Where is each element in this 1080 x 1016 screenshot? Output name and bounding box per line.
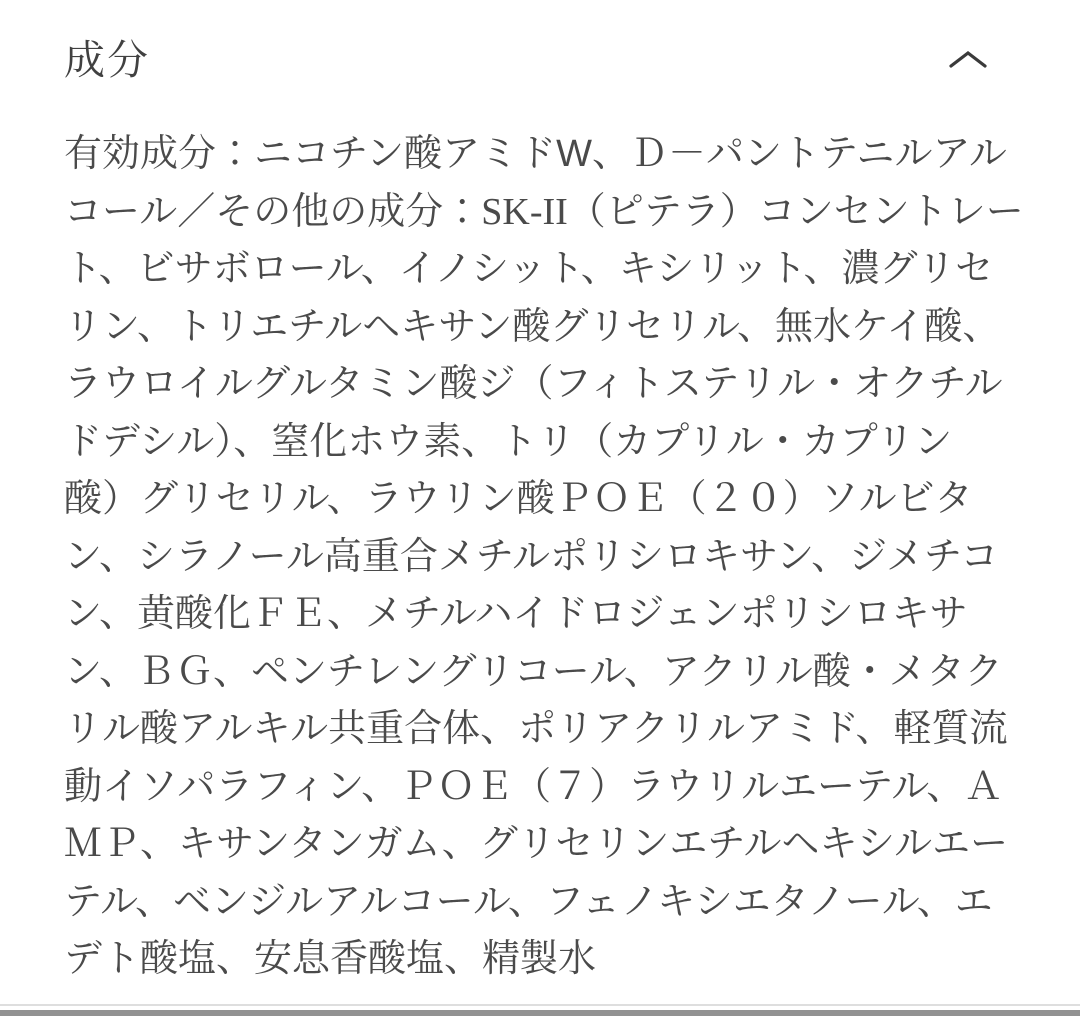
ingredients-text-line: ＭＰ、キサンタンガム、グリセリンエチルヘキシルエー xyxy=(64,823,1009,865)
ingredients-text-line: ン、シラノール高重合メチルポリシロキサン、ジメチコ xyxy=(64,535,999,578)
ingredients-text-line: 酸）グリセリル、ラウリン酸ＰＯＥ（２０）ソルビタ xyxy=(64,478,973,520)
bottom-divider-bar xyxy=(0,1010,1080,1016)
ingredients-text-line: 動イソパラフィン、ＰＯＥ（７）ラウリルエーテル、Ａ xyxy=(64,765,1003,808)
ingredients-text xyxy=(64,126,1024,989)
ingredients-text-line: デト酸塩、安息香酸塩、精製水 xyxy=(64,938,597,980)
section-header[interactable] xyxy=(64,0,1016,86)
ingredients-text-line: リル酸アルキル共重合体、ポリアクリルアミド、軽質流 xyxy=(64,708,1008,750)
ingredients-text-line: ン、ＢＧ、ペンチレングリコール、アクリル酸・メタク xyxy=(64,650,1003,693)
chevron-up-icon[interactable] xyxy=(932,44,1004,76)
section-divider xyxy=(0,1004,1080,1006)
ingredients-text-line: 有効成分：ニコチン酸アミドW、Ｄ－パントテニルアル xyxy=(64,133,1007,175)
ingredients-text-line: ラウロイルグルタミン酸ジ（フィトステリル・オクチル xyxy=(64,363,1003,405)
ingredients-text-line: ドデシル）、窒化ホウ素、トリ（カプリル・カプリン xyxy=(64,420,953,463)
ingredients-text-line: ン、黄酸化ＦＥ、メチルハイドロジェンポリシロキサ xyxy=(64,593,968,635)
ingredients-text-line: コール／その他の成分：SK-II（ピテラ）コンセントレー xyxy=(64,190,1024,233)
ingredients-text-line: ト、ビサボロール、イノシット、キシリット、濃グリセ xyxy=(64,248,994,290)
ingredients-text-line: テル、ベンジルアルコール、フェノキシエタノール、エ xyxy=(64,880,993,923)
brand-name-sk2: SK-II xyxy=(481,190,568,233)
section-title: 成分 xyxy=(64,37,150,83)
ingredients-text-line: リン、トリエチルヘキサン酸グリセリル、無水ケイ酸、 xyxy=(64,305,1001,348)
